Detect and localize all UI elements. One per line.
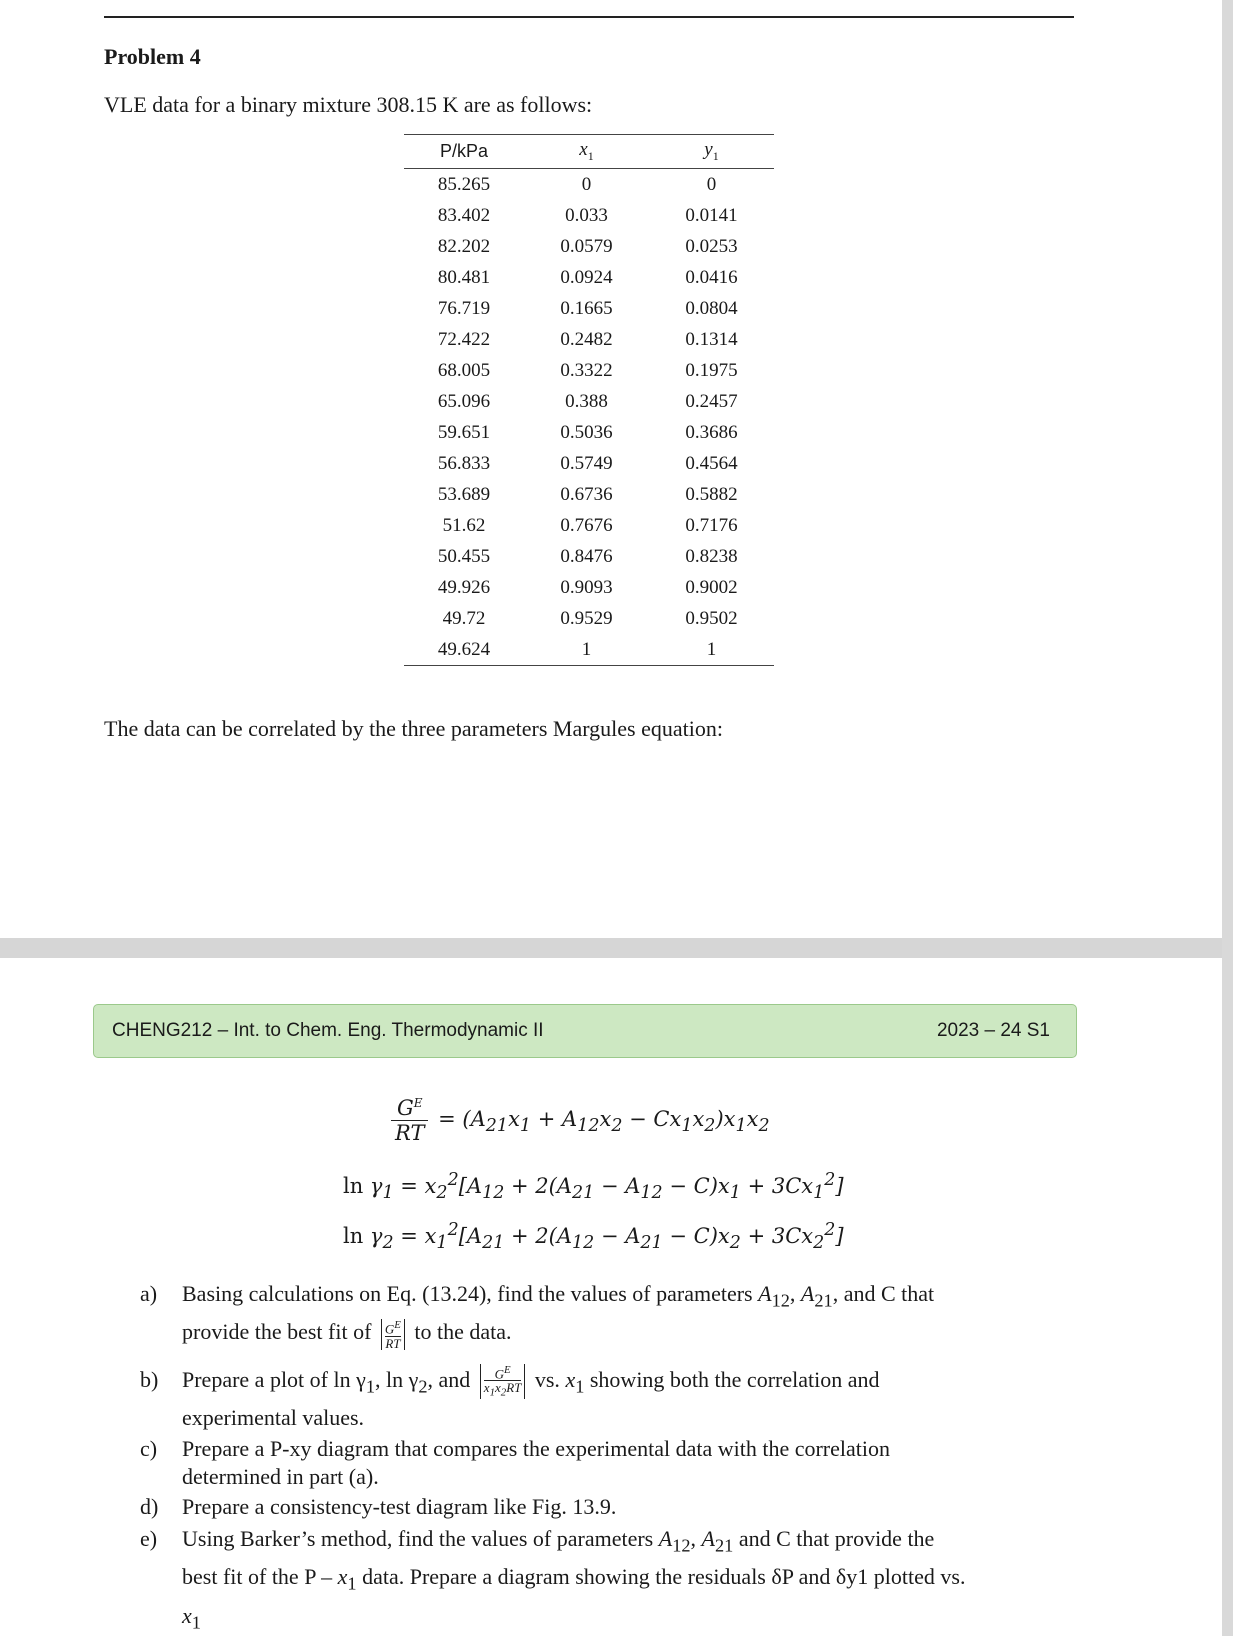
x1-cell: 0: [581, 173, 592, 195]
question-d: [140, 1493, 1100, 1521]
table-row: [404, 448, 774, 479]
scrollbar-track[interactable]: [1222, 0, 1233, 1636]
table-row: [404, 293, 774, 324]
question-e: e) Using Barker’s method, find the values of parameters $A_{12}$, $A_{21}$ and C that provide the best fit of the P – $x_1$ data. Prepare a diagram showing the residuals δP and δy1 plotted vs. $x_1$: [140, 1523, 1100, 1638]
y1-cell: 0.0416: [685, 266, 738, 288]
pressure-cell: 82.202: [437, 235, 491, 257]
question-c: c) Prepare a P-xy diagram that compares the experimental data with the correlation determined in part (a).: [140, 1435, 890, 1489]
pressure-cell: 68.005: [437, 359, 491, 381]
y1-cell: 0.8238: [685, 545, 738, 567]
pressure-cell: 85.265: [437, 173, 491, 195]
x1-cell: 0.033: [565, 204, 608, 226]
table-row: [404, 324, 774, 355]
y1-cell: 0.2457: [685, 390, 738, 412]
ln-gamma1-equation: $\ln \gamma_1 = x_2^2[A_{12} + 2(A_{21} - A_{12} - C)x_1 + 3Cx_1^2]$: [343, 1170, 844, 1204]
x1-cell: 0.6736: [560, 483, 613, 505]
table-row: [404, 417, 774, 448]
x1-cell: 0.9093: [560, 576, 613, 598]
x1-cell: 0.5749: [560, 452, 613, 474]
pressure-cell: 72.422: [437, 328, 491, 350]
question-a: a) Basing calculations on Eq. (13.24), find the values of parameters $A_{12}$, $A_{21}$, and C that provide the best fit of $\frac{G^E}{RT}$ to the data.: [140, 1278, 1100, 1350]
question-d-text: Prepare a consistency-test diagram like Fig. 13.9.: [182, 1493, 617, 1519]
pressure-cell: 49.624: [437, 638, 491, 660]
intro-text: VLE data for a binary mixture 308.15 K are as follows:: [104, 92, 593, 117]
table-row: [404, 355, 774, 386]
x1-cell: 0.1665: [560, 297, 613, 319]
y1-cell: 0.9502: [685, 607, 738, 629]
pressure-cell: 56.833: [437, 452, 491, 474]
course-banner: [93, 1004, 1077, 1058]
question-c-label: c): [140, 1435, 158, 1461]
y1-cell: 0.0253: [685, 235, 738, 257]
y1-cell: 0.1314: [685, 328, 738, 350]
table-row: [404, 262, 774, 293]
pressure-cell: 83.402: [437, 204, 491, 226]
y1-cell: 0.0804: [685, 297, 738, 319]
y1-cell: 0.4564: [685, 452, 738, 474]
ge-x1x2rt-bracket: $\frac{G^E}{x_1x_2RT}$: [480, 1364, 526, 1400]
x1-cell: 0.388: [565, 390, 608, 412]
x1-cell: 0.9529: [560, 607, 613, 629]
y1-cell: 1: [706, 638, 717, 660]
correlation-text: The data can be correlated by the three parameters Margules equation:: [104, 716, 723, 741]
top-rule: [104, 16, 1074, 18]
x1-cell: 0.0924: [560, 266, 613, 288]
x1-cell: 0.8476: [560, 545, 613, 567]
pressure-cell: 59.651: [437, 421, 491, 443]
table-row: [404, 200, 774, 231]
page-divider: [0, 938, 1222, 958]
pressure-cell: 51.62: [442, 514, 486, 536]
question-a-label: a): [140, 1281, 158, 1306]
pressure-cell: 80.481: [437, 266, 491, 288]
y1-cell: 0.9002: [685, 576, 738, 598]
question-d-label: d): [140, 1493, 159, 1519]
y1-cell: 0.5882: [685, 483, 738, 505]
x1-cell: 0.7676: [560, 514, 613, 536]
table-row: [404, 479, 774, 510]
table-row: [404, 231, 774, 262]
table-body: [404, 169, 774, 666]
y1-cell: 0.0141: [685, 204, 738, 226]
term-label: 2023 – 24 S1: [936, 1020, 1050, 1041]
table-row: [404, 603, 774, 634]
y1-cell: 0.1975: [685, 359, 738, 381]
pressure-cell: 76.719: [437, 297, 491, 319]
vle-data-table: [404, 134, 774, 666]
pressure-cell: 65.096: [437, 390, 491, 412]
pressure-cell: 53.689: [437, 483, 491, 505]
pressure-cell: 49.926: [437, 576, 491, 598]
ln-gamma2-equation: $\ln \gamma_2 = x_1^2[A_{21} + 2(A_{12} - A_{21} - C)x_2 + 3Cx_2^2]$: [343, 1220, 844, 1254]
table-row: [404, 634, 774, 666]
x1-cell: 1: [581, 638, 592, 660]
table-row: [404, 169, 774, 201]
question-b: b) Prepare a plot of $\ln \gamma_1$, $\ln \gamma_2$, and $\frac{G^E}{x_1x_2RT}$ vs. $x_1$ showing both the correlation and experimental values.: [140, 1363, 880, 1430]
y1-cell: 0.7176: [685, 514, 738, 536]
ge-denominator: RT: [395, 1121, 425, 1145]
col-header-y1: $y_1$: [649, 135, 774, 169]
x1-cell: 0.3322: [560, 359, 613, 381]
col-header-pressure: P/kPa: [404, 135, 524, 169]
table-row: [404, 572, 774, 603]
col-header-x1: $x_1$: [524, 135, 649, 169]
ge-rhs: = $(A_{21}x_1 + A_{12}x_2 - Cx_1x_2)x_1x_2$: [438, 1107, 770, 1137]
x1-cell: 0.2482: [560, 328, 613, 350]
problem-title: Problem 4: [104, 44, 201, 69]
pressure-cell: 49.72: [442, 607, 486, 629]
x1-cell: 0.5036: [560, 421, 613, 443]
ge-rt-bracket: $\frac{G^E}{RT}$: [381, 1319, 405, 1349]
y1-subscript: 1: [712, 148, 719, 163]
pressure-cell: 50.455: [437, 545, 491, 567]
table-row: [404, 510, 774, 541]
x1-cell: 0.0579: [560, 235, 613, 257]
y1-cell: 0.3686: [685, 421, 738, 443]
margules-ge-equation: [388, 1096, 770, 1145]
x1-subscript: 1: [587, 148, 594, 163]
question-b-label: b): [140, 1366, 159, 1392]
y1-cell: 0: [706, 173, 717, 195]
table-row: [404, 541, 774, 572]
table-row: [404, 386, 774, 417]
question-list: [140, 1278, 1100, 1640]
question-e-label: e): [140, 1525, 158, 1551]
ge-rt-fraction: [391, 1096, 428, 1145]
course-name: CHENG212 – Int. to Chem. Eng. Thermodynamic II: [112, 1020, 544, 1041]
ge-numerator: $G^E$: [391, 1096, 428, 1121]
table-header-row: [404, 135, 774, 169]
